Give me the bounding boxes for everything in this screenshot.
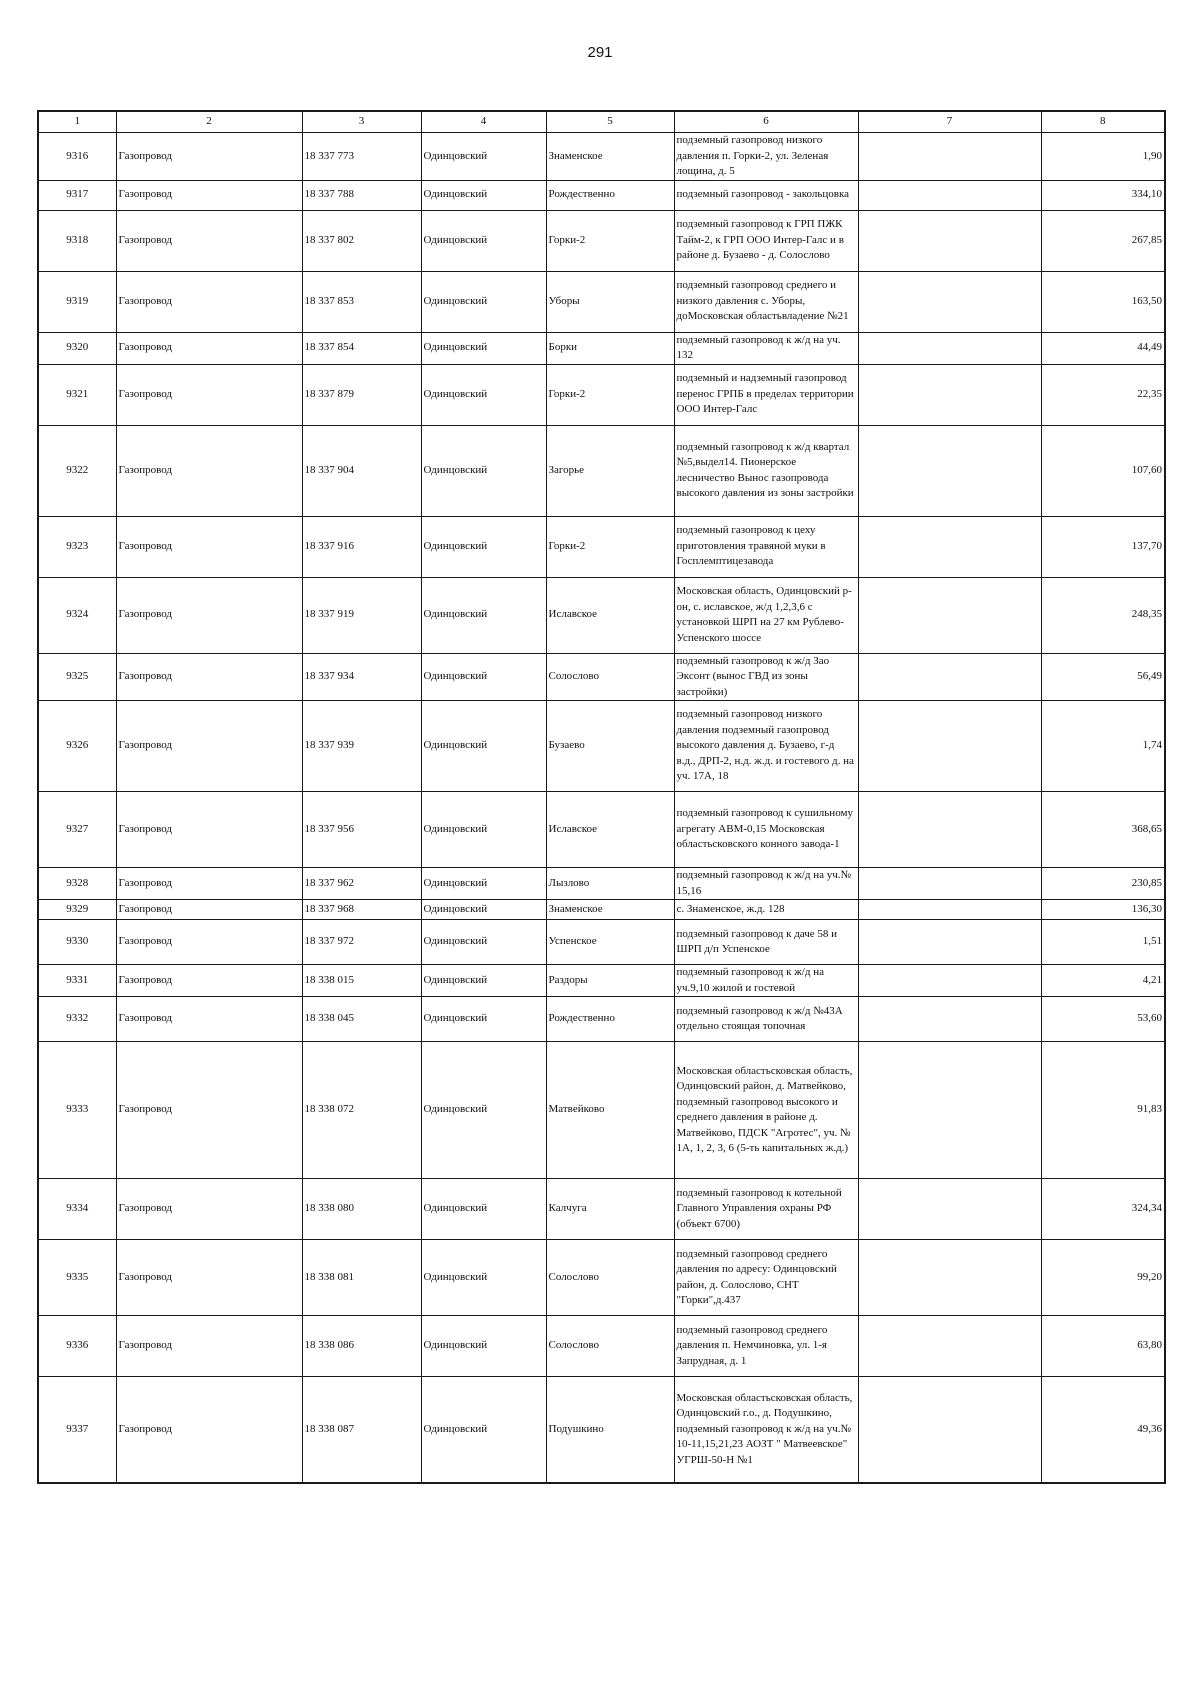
description-cell: подземный газопровод к ГРП ПЖК Тайм-2, к ГРП ООО Интер-Галс и в районе д. Бузаево - д. Солослово <box>674 210 858 271</box>
object-name-cell: Газопровод <box>116 920 302 965</box>
column-7-cell <box>858 868 1041 900</box>
description-cell: с. Знаменское, ж.д. 128 <box>674 900 858 920</box>
column-7-cell <box>858 332 1041 364</box>
table-row <box>38 965 1165 997</box>
table-row <box>38 653 1165 701</box>
object-code-cell: 18 337 904 <box>302 425 421 516</box>
page-number: 291 <box>587 44 613 61</box>
value-cell: 63,80 <box>1041 1316 1165 1377</box>
column-7-cell <box>858 900 1041 920</box>
object-code-cell: 18 337 934 <box>302 653 421 701</box>
district-cell: Одинцовский <box>421 180 546 210</box>
locality-cell: Рождественно <box>546 997 674 1042</box>
column-7-cell <box>858 1042 1041 1179</box>
description-cell: подземный газопровод к даче 58 и ШРП д/п Успенское <box>674 920 858 965</box>
value-cell: 334,10 <box>1041 180 1165 210</box>
row-number-cell: 9318 <box>38 210 116 271</box>
value-cell: 53,60 <box>1041 997 1165 1042</box>
district-cell: Одинцовский <box>421 133 546 181</box>
district-cell: Одинцовский <box>421 920 546 965</box>
object-code-cell: 18 337 773 <box>302 133 421 181</box>
column-header-6: 6 <box>674 111 858 133</box>
locality-cell: Бузаево <box>546 701 674 792</box>
row-number-cell: 9322 <box>38 425 116 516</box>
object-code-cell: 18 337 788 <box>302 180 421 210</box>
object-name-cell: Газопровод <box>116 997 302 1042</box>
district-cell: Одинцовский <box>421 792 546 868</box>
row-number-cell: 9329 <box>38 900 116 920</box>
locality-cell: Уборы <box>546 271 674 332</box>
object-name-cell: Газопровод <box>116 332 302 364</box>
table-row <box>38 210 1165 271</box>
object-code-cell: 18 338 087 <box>302 1377 421 1483</box>
table-row <box>38 133 1165 181</box>
row-number-cell: 9333 <box>38 1042 116 1179</box>
description-cell: подземный газопровод к котельной Главного Управления охраны РФ (объект 6700) <box>674 1179 858 1240</box>
row-number-cell: 9336 <box>38 1316 116 1377</box>
object-name-cell: Газопровод <box>116 180 302 210</box>
table-row <box>38 1042 1165 1179</box>
table-row <box>38 1377 1165 1483</box>
object-code-cell: 18 337 956 <box>302 792 421 868</box>
column-header-2: 2 <box>116 111 302 133</box>
column-7-cell <box>858 997 1041 1042</box>
value-cell: 136,30 <box>1041 900 1165 920</box>
column-header-1: 1 <box>38 111 116 133</box>
description-cell: подземный газопровод низкого давления п. Горки-2, ул. Зеленая лощина, д. 5 <box>674 133 858 181</box>
value-cell: 44,49 <box>1041 332 1165 364</box>
row-number-cell: 9327 <box>38 792 116 868</box>
value-cell: 49,36 <box>1041 1377 1165 1483</box>
locality-cell: Борки <box>546 332 674 364</box>
value-cell: 267,85 <box>1041 210 1165 271</box>
object-name-cell: Газопровод <box>116 965 302 997</box>
district-cell: Одинцовский <box>421 516 546 577</box>
row-number-cell: 9323 <box>38 516 116 577</box>
column-7-cell <box>858 1240 1041 1316</box>
object-name-cell: Газопровод <box>116 577 302 653</box>
object-name-cell: Газопровод <box>116 1316 302 1377</box>
column-header-3: 3 <box>302 111 421 133</box>
locality-cell: Иславское <box>546 577 674 653</box>
locality-cell: Иславское <box>546 792 674 868</box>
object-code-cell: 18 337 962 <box>302 868 421 900</box>
object-name-cell: Газопровод <box>116 1377 302 1483</box>
object-code-cell: 18 337 916 <box>302 516 421 577</box>
district-cell: Одинцовский <box>421 1316 546 1377</box>
district-cell: Одинцовский <box>421 900 546 920</box>
column-7-cell <box>858 425 1041 516</box>
table-row <box>38 271 1165 332</box>
row-number-cell: 9321 <box>38 364 116 425</box>
object-code-cell: 18 337 968 <box>302 900 421 920</box>
locality-cell: Рождественно <box>546 180 674 210</box>
value-cell: 99,20 <box>1041 1240 1165 1316</box>
value-cell: 1,90 <box>1041 133 1165 181</box>
row-number-cell: 9319 <box>38 271 116 332</box>
object-code-cell: 18 337 939 <box>302 701 421 792</box>
district-cell: Одинцовский <box>421 577 546 653</box>
locality-cell: Горки-2 <box>546 364 674 425</box>
column-7-cell <box>858 1316 1041 1377</box>
column-header-5: 5 <box>546 111 674 133</box>
value-cell: 230,85 <box>1041 868 1165 900</box>
column-7-cell <box>858 792 1041 868</box>
object-name-cell: Газопровод <box>116 271 302 332</box>
column-7-cell <box>858 271 1041 332</box>
description-cell: подземный газопровод среднего давления п. Немчиновка, ул. 1-я Запрудная, д. 1 <box>674 1316 858 1377</box>
locality-cell: Подушкино <box>546 1377 674 1483</box>
register-table <box>37 110 1166 1484</box>
column-7-cell <box>858 133 1041 181</box>
locality-cell: Матвейково <box>546 1042 674 1179</box>
district-cell: Одинцовский <box>421 364 546 425</box>
locality-cell: Солослово <box>546 653 674 701</box>
object-code-cell: 18 337 853 <box>302 271 421 332</box>
description-cell: подземный газопровод - закольцовка <box>674 180 858 210</box>
object-name-cell: Газопровод <box>116 210 302 271</box>
description-cell: Московская областьсковская область, Одинцовский район, д. Матвейково, подземный газопровод высокого и среднего давления в районе д. Матвейково, ПДСК "Агротес", уч. № 1А, 1, 2, 3, 6 (5-ть капитальных ж.д.) <box>674 1042 858 1179</box>
object-code-cell: 18 338 086 <box>302 1316 421 1377</box>
object-code-cell: 18 337 879 <box>302 364 421 425</box>
district-cell: Одинцовский <box>421 271 546 332</box>
column-7-cell <box>858 180 1041 210</box>
locality-cell: Солослово <box>546 1240 674 1316</box>
table-row <box>38 577 1165 653</box>
object-code-cell: 18 337 919 <box>302 577 421 653</box>
value-cell: 4,21 <box>1041 965 1165 997</box>
table-row <box>38 900 1165 920</box>
row-number-cell: 9320 <box>38 332 116 364</box>
locality-cell: Калчуга <box>546 1179 674 1240</box>
value-cell: 137,70 <box>1041 516 1165 577</box>
object-name-cell: Газопровод <box>116 1042 302 1179</box>
district-cell: Одинцовский <box>421 653 546 701</box>
column-header-7: 7 <box>858 111 1041 133</box>
table-row <box>38 920 1165 965</box>
object-name-cell: Газопровод <box>116 425 302 516</box>
table-row <box>38 180 1165 210</box>
object-code-cell: 18 338 045 <box>302 997 421 1042</box>
value-cell: 91,83 <box>1041 1042 1165 1179</box>
table-header <box>38 111 1165 133</box>
column-7-cell <box>858 364 1041 425</box>
column-7-cell <box>858 1377 1041 1483</box>
column-7-cell <box>858 701 1041 792</box>
row-number-cell: 9330 <box>38 920 116 965</box>
object-name-cell: Газопровод <box>116 701 302 792</box>
object-code-cell: 18 337 972 <box>302 920 421 965</box>
district-cell: Одинцовский <box>421 965 546 997</box>
locality-cell: Горки-2 <box>546 210 674 271</box>
column-7-cell <box>858 210 1041 271</box>
column-7-cell <box>858 577 1041 653</box>
column-7-cell <box>858 653 1041 701</box>
district-cell: Одинцовский <box>421 701 546 792</box>
district-cell: Одинцовский <box>421 997 546 1042</box>
table-row <box>38 792 1165 868</box>
row-number-cell: 9325 <box>38 653 116 701</box>
object-code-cell: 18 337 802 <box>302 210 421 271</box>
description-cell: подземный газопровод к ж/д на уч.№ 15,16 <box>674 868 858 900</box>
object-name-cell: Газопровод <box>116 653 302 701</box>
row-number-cell: 9317 <box>38 180 116 210</box>
row-number-cell: 9335 <box>38 1240 116 1316</box>
description-cell: подземный и надземный газопровод перенос ГРПБ в пределах территории ООО Интер-Галс <box>674 364 858 425</box>
object-code-cell: 18 338 081 <box>302 1240 421 1316</box>
description-cell: подземный газопровод к цеху приготовления травяной муки в Госплемптицезавода <box>674 516 858 577</box>
value-cell: 1,51 <box>1041 920 1165 965</box>
locality-cell: Загорье <box>546 425 674 516</box>
district-cell: Одинцовский <box>421 1179 546 1240</box>
row-number-cell: 9337 <box>38 1377 116 1483</box>
table-row <box>38 1316 1165 1377</box>
table-row <box>38 701 1165 792</box>
table-row <box>38 332 1165 364</box>
column-7-cell <box>858 516 1041 577</box>
value-cell: 107,60 <box>1041 425 1165 516</box>
object-code-cell: 18 338 072 <box>302 1042 421 1179</box>
locality-cell: Успенское <box>546 920 674 965</box>
table-body <box>38 133 1165 1483</box>
description-cell: подземный газопровод низкого давления подземный газопровод высокого давления д. Бузаево, г-д в.д., ДРП-2, н.д. ж.д. и гостевого д. на уч. 17А, 18 <box>674 701 858 792</box>
district-cell: Одинцовский <box>421 332 546 364</box>
row-number-cell: 9332 <box>38 997 116 1042</box>
description-cell: подземный газопровод среднего и низкого давления с. Уборы, доМосковская областьвладение №21 <box>674 271 858 332</box>
table-row <box>38 1240 1165 1316</box>
description-cell: Московская областьсковская область, Одинцовский г.о., д. Подушкино, подземный газопровод к ж/д на уч.№ 10-11,15,21,23 АОЗТ " Матвеевское" УГРШ-50-Н №1 <box>674 1377 858 1483</box>
row-number-cell: 9328 <box>38 868 116 900</box>
object-name-cell: Газопровод <box>116 900 302 920</box>
value-cell: 1,74 <box>1041 701 1165 792</box>
object-name-cell: Газопровод <box>116 1240 302 1316</box>
value-cell: 248,35 <box>1041 577 1165 653</box>
district-cell: Одинцовский <box>421 210 546 271</box>
table-row <box>38 868 1165 900</box>
district-cell: Одинцовский <box>421 1042 546 1179</box>
locality-cell: Лызлово <box>546 868 674 900</box>
table-row <box>38 364 1165 425</box>
district-cell: Одинцовский <box>421 1240 546 1316</box>
object-name-cell: Газопровод <box>116 868 302 900</box>
description-cell: подземный газопровод к ж/д Зао Эксонт (вынос ГВД из зоны застройки) <box>674 653 858 701</box>
row-number-cell: 9334 <box>38 1179 116 1240</box>
locality-cell: Солослово <box>546 1316 674 1377</box>
locality-cell: Горки-2 <box>546 516 674 577</box>
district-cell: Одинцовский <box>421 1377 546 1483</box>
description-cell: подземный газопровод к ж/д на уч.9,10 жилой и гостевой <box>674 965 858 997</box>
value-cell: 22,35 <box>1041 364 1165 425</box>
object-code-cell: 18 338 015 <box>302 965 421 997</box>
object-name-cell: Газопровод <box>116 516 302 577</box>
row-number-cell: 9326 <box>38 701 116 792</box>
locality-cell: Знаменское <box>546 133 674 181</box>
description-cell: подземный газопровод к ж/д №43А отдельно стоящая топочная <box>674 997 858 1042</box>
row-number-cell: 9324 <box>38 577 116 653</box>
column-7-cell <box>858 1179 1041 1240</box>
column-7-cell <box>858 965 1041 997</box>
description-cell: подземный газопровод к ж/д на уч. 132 <box>674 332 858 364</box>
value-cell: 163,50 <box>1041 271 1165 332</box>
table-row <box>38 425 1165 516</box>
column-header-4: 4 <box>421 111 546 133</box>
column-header-8: 8 <box>1041 111 1165 133</box>
object-code-cell: 18 337 854 <box>302 332 421 364</box>
column-7-cell <box>858 920 1041 965</box>
locality-cell: Раздоры <box>546 965 674 997</box>
table-row <box>38 997 1165 1042</box>
table-row <box>38 516 1165 577</box>
description-cell: подземный газопровод к ж/д квартал №5,выдел14. Пионерское лесничество Вынос газопровода высокого давления из зоны застройки <box>674 425 858 516</box>
object-code-cell: 18 338 080 <box>302 1179 421 1240</box>
row-number-cell: 9316 <box>38 133 116 181</box>
description-cell: подземный газопровод к сушильному агрегату АВМ-0,15 Московская областьсковского конного завода-1 <box>674 792 858 868</box>
object-name-cell: Газопровод <box>116 364 302 425</box>
locality-cell: Знаменское <box>546 900 674 920</box>
description-cell: Московская область, Одинцовский р-он, с. иславское, ж/д 1,2,3,6 с установкой ШРП на 27 км Рублево-Успенского шоссе <box>674 577 858 653</box>
value-cell: 56,49 <box>1041 653 1165 701</box>
description-cell: подземный газопровод среднего давления по адресу: Одинцовский район, д. Солослово, СНТ "Горки",д.437 <box>674 1240 858 1316</box>
object-name-cell: Газопровод <box>116 133 302 181</box>
header-row <box>38 111 1165 133</box>
value-cell: 324,34 <box>1041 1179 1165 1240</box>
row-number-cell: 9331 <box>38 965 116 997</box>
district-cell: Одинцовский <box>421 868 546 900</box>
table-row <box>38 1179 1165 1240</box>
object-name-cell: Газопровод <box>116 792 302 868</box>
value-cell: 368,65 <box>1041 792 1165 868</box>
object-name-cell: Газопровод <box>116 1179 302 1240</box>
district-cell: Одинцовский <box>421 425 546 516</box>
